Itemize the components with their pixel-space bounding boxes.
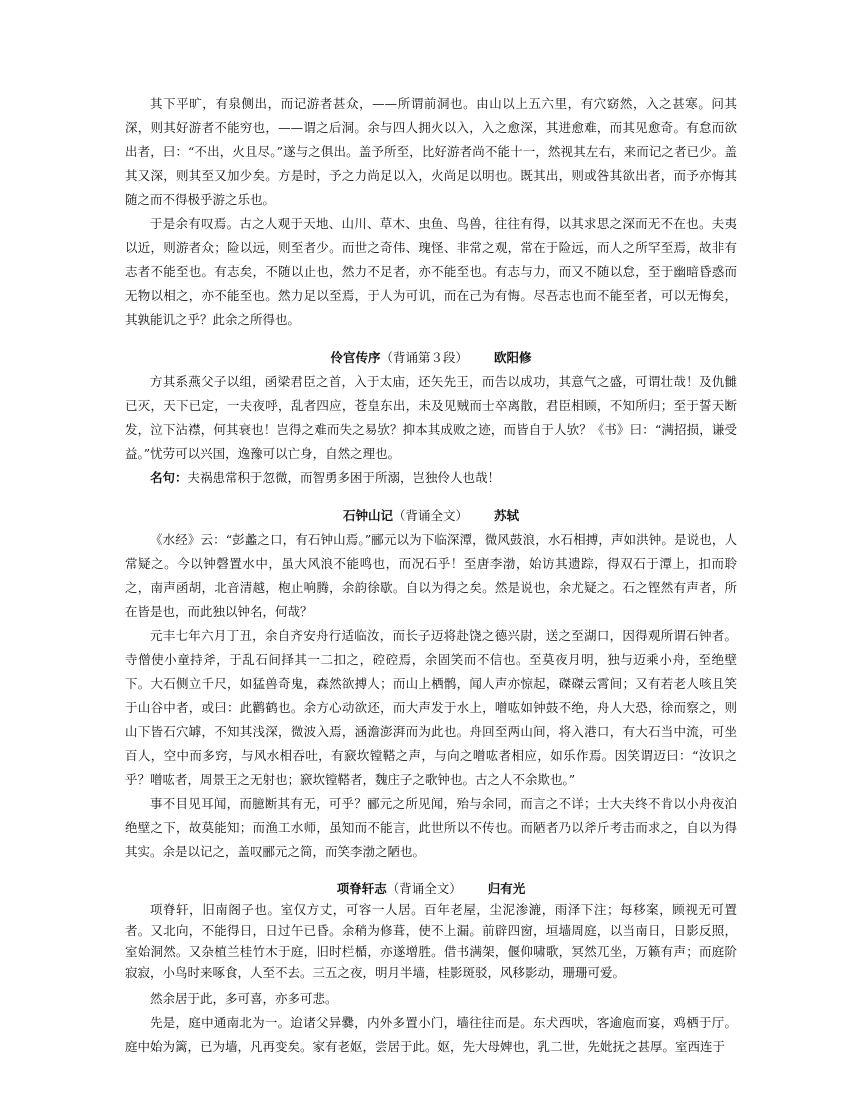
paragraph: 其下平旷，有泉侧出，而记游者甚众，——所谓前洞也。由山以上五六里，有穴窈然，入之甚寒。问其深，则其好游者不能穷也，——谓之后洞。余与四人拥火以入，入之愈深，其进愈难，而其见愈奇。有怠而欲出者，曰：“不出，火且尽。”遂与之俱出。盖予所至，比好游者尚不能十一，然视其左右，来而记之者已少。盖其又深，则其至又加少矣。方是时，予之力尚足以入，火尚足以明也。既其出，则或咎其欲出者，而予亦悔其随之而不得极乎游之乐也。 [125,96,737,207]
quote-label: 名句： [150,470,188,485]
paragraph: 然余居于此，多可喜，亦多可悲。 [150,991,338,1006]
paragraph: 方其系燕父子以组，函梁君臣之首，入于太庙，还矢先王，而告以成功，其意气之盛，可谓壮哉！及仇雠已灭，天下已定，一夫夜呼，乱者四应，苍皇东出，未及见贼而士卒离散，君臣相顾，不知所归；至于誓天断发，泣下沾襟，何其衰也！岂得之难而失之易欤？抑本其成败之迹，而皆自于人欤？《书》曰：“满招损，谦受益。”忧劳可以兴国，逸豫可以亡身，自然之理也。 [125,374,737,461]
section-title [125,346,737,370]
paragraph: 项脊轩，旧南阁子也。室仅方丈，可容一人居。百年老屋，尘泥渗漉，雨泽下注；每移案，顾视无可置者。又北向，不能得日，日过午已昏。余稍为修葺，使不上漏。前辟四窗，垣墙周庭，以当南日，日影反照，室始洞然。又杂植兰桂竹木于庭，旧时栏楯，亦遂增胜。借书满架，偃仰啸歌，冥然兀坐，万籁有声；而庭阶寂寂，小鸟时来啄食，人至不去。三五之夜，明月半墙，桂影斑驳，风移影动，珊珊可爱。 [125,902,737,980]
section-author: 欧阳修 [494,350,532,365]
paragraph: 事不目见耳闻，而臆断其有无，可乎？郦元之所见闻，殆与余同，而言之不详；士大夫终不肯以小舟夜泊绝壁之下，故莫能知；而渔工水师，虽知而不能言，此世所以不传也。而陋者乃以斧斤考击而求之，自以为得其实。余是以记之，盖叹郦元之简，而笑李渤之陋也。 [125,796,737,859]
section-title-name: 石钟山记 [342,508,393,523]
quote-text: 夫祸患常积于忽微，而智勇多困于所溺，岂独伶人也哉！ [187,470,501,485]
section-title [125,878,737,899]
section-title-note: （背诵全文） [386,881,462,896]
document-page [125,92,737,1059]
section-title [125,504,737,528]
section-title-name: 项脊轩志 [336,881,387,896]
section-title-name: 伶官传序 [330,350,381,365]
section-author: 苏轼 [494,508,520,523]
famous-quote [125,466,737,490]
section-author: 归有光 [487,881,526,896]
section-title-note: （背诵第３段） [380,350,468,365]
section-title-note: （背诵全文） [392,508,468,523]
paragraph: 元丰七年六月丁丑，余自齐安舟行适临汝，而长子迈将赴饶之德兴尉，送之至湖口，因得观所谓石钟者。寺僧使小童持斧，于乱石间择其一二扣之，硿硿焉，余固笑而不信也。至莫夜月明，独与迈乘小舟，至绝壁下。大石侧立千尺，如猛兽奇鬼，森然欲搏人；而山上栖鹘，闻人声亦惊起，磔磔云霄间；又有若老人咳且笑于山谷中者，或曰：此鹳鹤也。余方心动欲还，而大声发于水上，噌吰如钟鼓不绝，舟人大恐，徐而察之，则山下皆石穴罅，不知其浅深，微波入焉，涵澹澎湃而为此也。舟回至两山间，将入港口，有大石当中流，可坐百人，空中而多窍，与风水相吞吐，有窾坎镗鞳之声，与向之噌吰者相应，如乐作焉。因笑谓迈曰：“汝识之乎？噌吰者，周景王之无射也；窾坎镗鞳者，魏庄子之歌钟也。古之人不余欺也。” [125,628,737,787]
paragraph: 先是，庭中通南北为一。迨诸父异爨，内外多置小门，墙往往而是。东犬西吠，客逾庖而宴，鸡栖于厅。庭中始为篱，已为墙，凡再变矣。家有老妪，尝居于此。妪，先大母婢也，乳二世，先妣抚之甚厚。室西连于 [125,1015,737,1054]
paragraph: 《水经》云：“彭蠡之口，有石钟山焉。”郦元以为下临深潭，微风鼓浪，水石相搏，声如洪钟。是说也，人常疑之。今以钟磬置水中，虽大风浪不能鸣也，而况石乎！至唐李渤，始访其遗踪，得双石于潭上，扣而聆之，南声函胡，北音清越，枹止响腾，余韵徐歇。自以为得之矣。然是说也，余尤疑之。石之铿然有声者，所在皆是也，而此独以钟名，何哉？ [125,532,737,619]
paragraph: 于是余有叹焉。古之人观于天地、山川、草木、虫鱼、鸟兽，往往有得，以其求思之深而无不在也。夫夷以近，则游者众；险以远，则至者少。而世之奇伟、瑰怪、非常之观，常在于险远，而人之所罕至焉，故非有志者不能至也。有志矣，不随以止也，然力不足者，亦不能至也。有志与力，而又不随以怠，至于幽暗昏惑而无物以相之，亦不能至也。然力足以至焉，于人为可讥，而在己为有悔。尽吾志也而不能至者，可以无悔矣，其孰能讥之乎？此余之所得也。 [125,216,737,327]
